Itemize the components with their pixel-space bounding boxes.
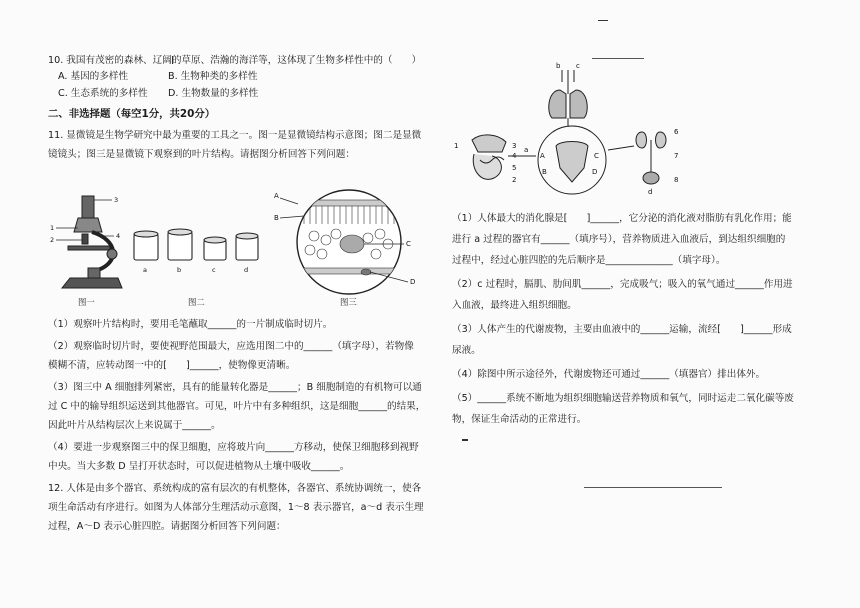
q12-label-8: 8 [674,176,679,184]
fig1-label-2: 2 [50,236,55,244]
q12-label-4: 4 [512,152,517,160]
scan-mark [584,487,722,488]
q12-label-A: A [540,152,545,160]
q10-option-a: A. 基因的多样性 [58,71,129,82]
q12-sub2b: 入血液，最终进入组织细胞。 [452,300,577,311]
scan-mark [592,58,644,59]
fig2-label-b: b [177,266,182,274]
fig2-label-c: c [212,266,216,274]
microscope-figure [48,190,138,300]
fig1-label-3: 3 [114,196,119,204]
q12-label-7: 7 [674,152,679,160]
q12-label-a: a [524,146,529,154]
lenses-figure [130,228,280,288]
q10-option-b: B. 生物种类的多样性 [168,71,258,82]
q12-label-C: C [594,152,599,160]
q10-options-row2 [48,87,428,100]
q12-stem-3: 过程，A～D 表示心脏四腔。请据图分析回答下列问题： [48,521,286,532]
right-column [452,212,817,426]
fig3-label-c: C [406,240,411,248]
q12-label-D: D [592,168,598,176]
q12-label-2: 2 [512,176,517,184]
q11-sub2a: （2）观察临时切片时，要使视野范围最大，应选用图二中的______（填字母），若物像 [48,341,414,352]
q12-label-d: d [648,188,653,196]
q12-sub3b: 尿液。 [452,345,481,356]
q12-label-5: 5 [512,164,517,172]
q12-sub5b: 物，保证生命活动的正常进行。 [452,414,587,425]
q12-sub1a: （1）人体最大的消化腺是[ ]______，它分泌的消化液对脂肪有乳化作用；能 [452,213,792,224]
q10-option-c: C. 生态系统的多样性 [58,88,148,99]
q10-option-d: D. 生物数量的多样性 [168,88,259,99]
q11-sub4a: （4）要进一步观察图三中的保卫细胞，应将玻片向______方移动，使保卫细胞移到视野 [48,442,419,453]
q11-sub4b: 中央。当大多数 D 呈打开状态时，可以促进植物从土壤中吸收______。 [48,461,350,472]
q12-sub5a: （5）______系统不断地为组织细胞输送营养物质和氧气，同时运走二氧化碳等废 [452,393,794,404]
q11-sub1: （1）观察叶片结构时，要用毛笔蘸取______的一片制成临时切片。 [48,319,333,330]
section-title: 二、非选择题（每空1分，共20分） [48,108,216,120]
q12-stem-2: 项生命活动有序进行。如图为人体部分生理活动示意图，1～8 表示器官，a～d 表示生理 [48,502,424,513]
leaf-section-figure [274,184,424,302]
q11-sub3b: 过 C 中的输导组织运送到其他器官。可见，叶片中有多种组织，这是细胞______的结果， [48,401,426,412]
fig3-label-a: A [274,192,279,200]
q12-stem-1: 12. 人体是由多个器官、系统构成的富有层次的有机整体，各器官、系统协调统一，使各 [48,483,422,494]
fig3-caption: 图三 [340,297,357,307]
fig3-label-d: D [410,278,416,286]
fig2-label-d: d [244,266,249,274]
q12-sub1c: 过程中，经过心脏四腔的先后顺序是______________（填字母）。 [452,255,726,266]
q12-label-b: b [556,62,561,70]
fig1-caption: 图一 [78,297,95,307]
q11-sub3a: （3）图三中 A 细胞排列紧密，具有的能量转化器是______；B 细胞制造的有机物可以通 [48,382,422,393]
q12-label-3: 3 [512,142,517,150]
q12-sub1b: 进行 a 过程的器官有______（填序号），营养物质进入血液后，到达组织细胞的 [452,234,786,245]
q12-label-c: c [576,62,580,70]
scan-mark [462,439,468,441]
q12-label-6: 6 [674,128,679,136]
q11-figures [48,190,428,310]
q10-options-row1 [48,70,428,83]
q10-stem: 10. 我国有茂密的森林、辽阔的草原、浩瀚的海洋等，这体现了生物多样性中的（ ） [48,55,422,66]
q12-sub2a: （2）c 过程时，膈肌、肋间肌______，完成吸气；吸入的氧气通过______作用进 [452,279,793,290]
fig1-label-4: 4 [116,232,121,240]
fig1-label-1: 1 [50,224,55,232]
q12-label-B: B [542,168,547,176]
q11-subquestions [48,318,438,533]
fig3-label-b: B [274,214,279,222]
q11-stem-1: 11. 显微镜是生物学研究中最为重要的工具之一。图一是显微镜结构示意图；图二是显微 [48,130,422,141]
left-column [48,54,428,161]
fig2-label-a: a [143,266,147,274]
physiology-figure [452,60,692,200]
q11-sub3c: 因此叶片从结构层次上来说属于______。 [48,420,221,431]
q11-stem-2: 镜镜头；图三是显微镜下观察到的叶片结构。请据图分析回答下列问题： [48,149,355,160]
scan-mark [598,20,608,21]
q12-sub3a: （3）人体产生的代谢废物，主要由血液中的______运输，流经[ ]______形成 [452,324,792,335]
q12-label-1: 1 [454,142,459,150]
q12-sub4: （4）除图中所示途径外，代谢废物还可通过______（填器官）排出体外。 [452,369,766,380]
fig2-caption: 图二 [188,297,205,307]
q11-sub2b: 模糊不清，应转动图一中的[ ]______，使物像更清晰。 [48,360,296,371]
